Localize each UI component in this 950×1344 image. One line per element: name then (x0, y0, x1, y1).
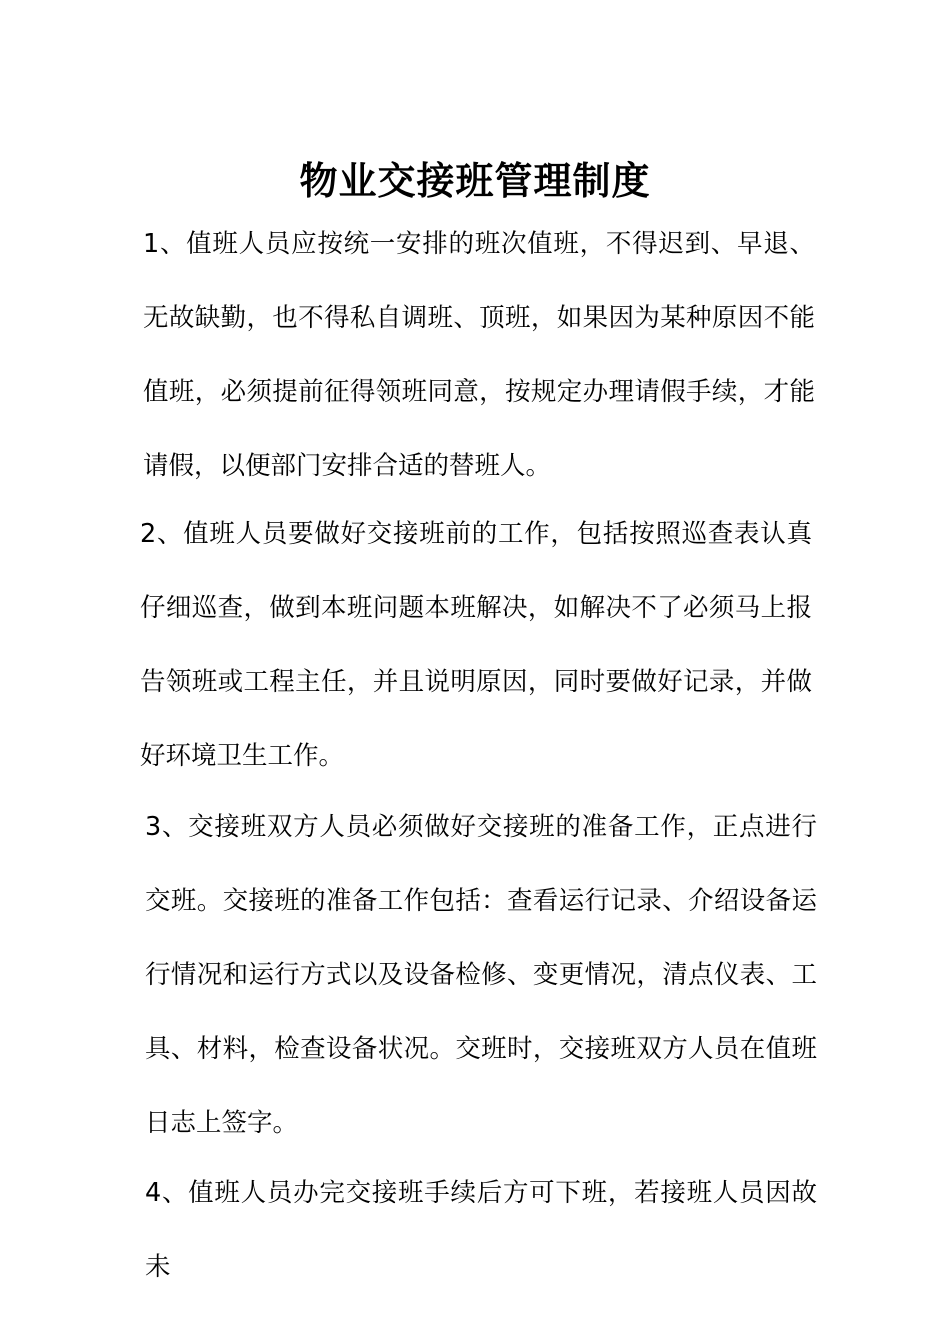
paragraph-3: 3、交接班双方人员必须做好交接班的准备工作，正点进行交班。交接班的准备工作包括：查看运行记录、介绍设备运行情况和运行方式以及设备检修、变更情况，清点仪表、工具、材料，检查设备状况。交班时，交接班双方人员在值班日志上签字。 (145, 812, 817, 1138)
paragraph-2: 2、值班人员要做好交接班前的工作，包括按照巡查表认真仔细巡查，做到本班问题本班解决，如解决不了必须马上报告领班或工程主任，并且说明原因，同时要做好记录，并做好环境卫生工作。 (140, 519, 812, 771)
paragraph-1: 1、值班人员应按统一安排的班次值班，不得迟到、早退、无故缺勤，也不得私自调班、顶班，如果因为某种原因不能值班，必须提前征得领班同意，按规定办理请假手续，才能请假，以便部门安排合适的替班人。 (143, 229, 815, 481)
paragraph-4: 4、值班人员办完交接班手续后方可下班，若接班人员因故未 (145, 1178, 817, 1282)
document-title: 物业交接班管理制度 (299, 159, 651, 204)
